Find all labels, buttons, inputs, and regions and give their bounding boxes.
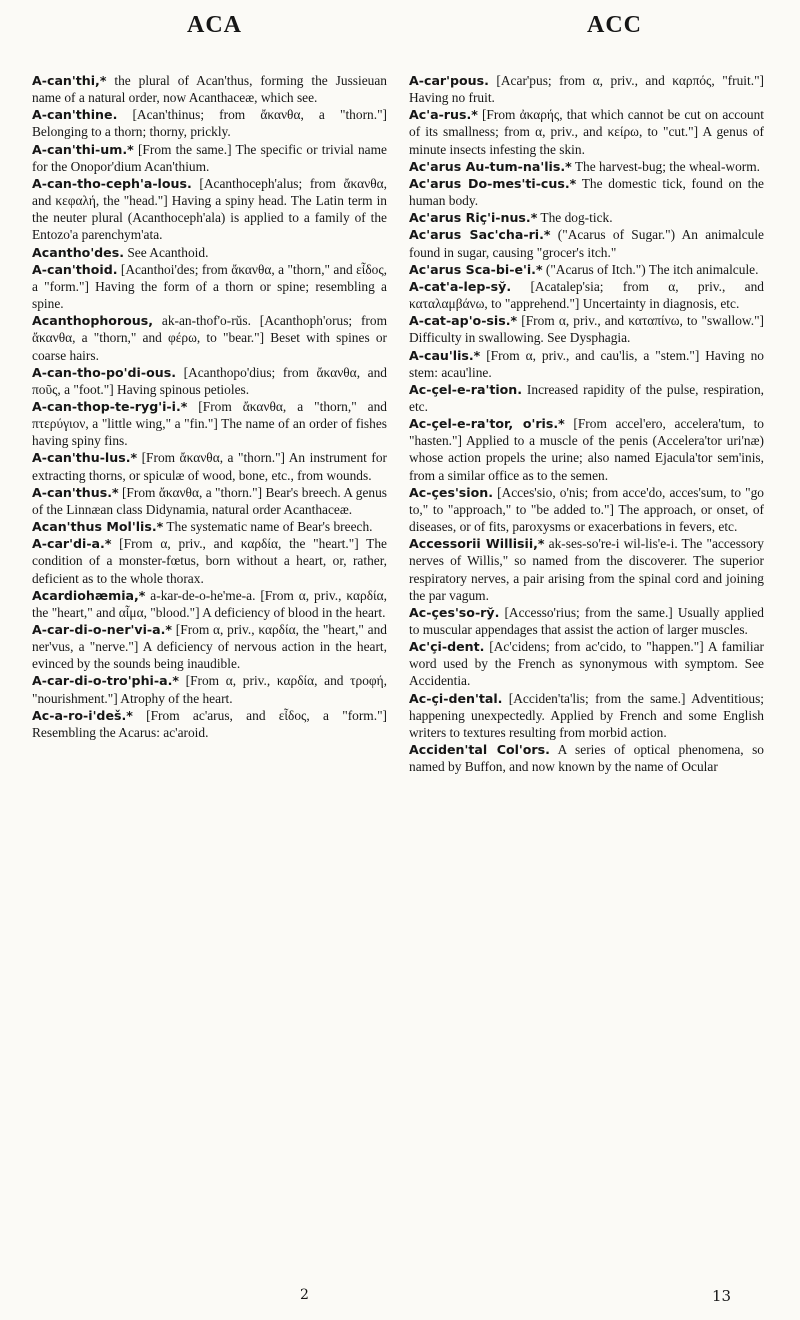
entry-definition: [From ac'arus, and εἶδος, a "form."] Resembling the Acarus: ac'aroid. bbox=[32, 707, 387, 740]
dictionary-entry bbox=[32, 312, 387, 363]
entry-definition: [From α, priv., καρδία, and τροφή, "nourishment."] Atrophy of the heart. bbox=[32, 673, 387, 706]
left-column bbox=[32, 72, 387, 741]
entry-headword: Ac-çes'so-ry̆. bbox=[409, 604, 500, 620]
dictionary-entry bbox=[32, 621, 387, 672]
entry-definition: [From ἀκαρής, that which cannot be cut on account of its smallness; from α, priv., and κείρω, to "cut."] A genus of minute insects infesting the skin. bbox=[409, 107, 764, 157]
entry-definition: [From α, priv., and cau'lis, a "stem."] Having no stem: acau'line. bbox=[409, 347, 764, 380]
entry-headword: Ac'arus Riç'i-nus.* bbox=[409, 210, 538, 226]
entry-definition: [Ac'cidens; from ac'cido, to "happen."] A familiar word used by the French as synonymous with symptom. See Accidentia. bbox=[409, 639, 764, 689]
dictionary-entry bbox=[32, 72, 387, 106]
entry-headword: Ac'çi-dent. bbox=[409, 639, 485, 655]
entry-definition: [Acan'thinus; from ἄκανθα, a "thorn."] Belonging to a thorn; thorny, prickly. bbox=[32, 107, 387, 140]
dictionary-entry bbox=[409, 415, 764, 484]
entry-headword: Ac-çes'sion. bbox=[409, 484, 494, 500]
entry-headword: A-car-di-o-tro'phi-a.* bbox=[32, 673, 179, 689]
entry-definition: [Acanthopo'dius; from ἄκανθα, and ποῦς, a "foot."] Having spinous petioles. bbox=[32, 364, 387, 397]
entry-definition: [Acanthoceph'alus; from ἄκανθα, and κεφαλή, the "head."] Having a spiny head. The Latin term in the neuter plural (Acanthoceph'ala) is applied to a family of the Entozo'a parenchym'ata. bbox=[32, 175, 387, 243]
entry-definition: [From α, priv., and καρδία, the "heart."] The condition of a monster-fœtus, born without a heart, or, rather, deficient as to the whole thorax. bbox=[32, 536, 387, 586]
entry-definition: [Acciden'ta'lis; from the same.] Adventitious; happening unexpectedly. Applied by French and some English writers to textures resulting from morbid action. bbox=[409, 690, 764, 740]
entry-headword: Ac-çel-e-ra'tor, o'ris.* bbox=[409, 416, 565, 432]
entry-definition: a-kar-de-o-he'me-a. [From α, priv., καρδία, the "heart," and αἷμα, "blood."] A deficiency of blood in the heart. bbox=[32, 587, 387, 620]
entry-headword: A-can-tho-ceph'a-lous. bbox=[32, 175, 192, 191]
entry-definition: The domestic tick, found on the human body. bbox=[409, 175, 764, 209]
dictionary-entry bbox=[32, 535, 387, 586]
left-guide-word: ACA bbox=[187, 12, 242, 38]
entry-definition: [Acanthoi'des; from ἄκανθα, a "thorn," and εἶδος, a "form."] Having the form of a thorn or spine; resembling a spine. bbox=[32, 261, 387, 312]
dictionary-entry bbox=[409, 347, 764, 381]
entry-headword: Ac-a-ro-i'deš.* bbox=[32, 707, 133, 723]
entry-headword: Acan'thus Mol'lis.* bbox=[32, 519, 164, 535]
dictionary-entry bbox=[409, 261, 764, 278]
entry-definition: [Acatalep'sia; from α, priv., and καταλαμβάνω, to "apprehend."] Uncertainty in diagnosis, etc. bbox=[409, 278, 764, 312]
entry-definition: [Acces'sio, o'nis; from acce'do, acces'sum, to "go to," to "approach," to "be added to."] The approach, or onset, of diseases, or of fits, paroxysms or exacerbations in fevers, etc. bbox=[409, 484, 764, 535]
dictionary-entry bbox=[32, 244, 387, 261]
dictionary-entry bbox=[409, 535, 764, 604]
entry-headword: A-car'pous. bbox=[409, 73, 489, 88]
dictionary-entry bbox=[409, 690, 764, 741]
dictionary-entry bbox=[32, 484, 387, 518]
right-guide-word: ACC bbox=[587, 12, 642, 38]
entry-headword: A-car-di-o-ner'vi-a.* bbox=[32, 622, 173, 637]
right-column bbox=[409, 72, 764, 775]
signature-mark: 2 bbox=[300, 1287, 309, 1303]
entry-headword: Ac-çel-e-ra'tion. bbox=[409, 381, 523, 397]
entry-definition: [Acar'pus; from α, priv., and καρπός, "fruit."] Having no fruit. bbox=[409, 73, 764, 106]
entry-headword: Ac'arus Au-tum-na'lis.* bbox=[409, 158, 572, 174]
dictionary-entry bbox=[409, 484, 764, 535]
entry-headword: Acciden'tal Col'ors. bbox=[409, 742, 550, 758]
dictionary-entry bbox=[409, 278, 764, 312]
entry-definition: the plural of Acan'thus, forming the Jussieuan name of a natural order, now Acanthaceæ, which see. bbox=[32, 73, 387, 106]
entry-headword: A-can'thus.* bbox=[32, 484, 119, 500]
dictionary-entry bbox=[409, 106, 764, 157]
entry-definition: [From the same.] The specific or trivial name for the Onopor'dium Acan'thium. bbox=[32, 141, 387, 174]
entry-definition: ("Acarus of Itch.") The itch animalcule. bbox=[542, 261, 759, 277]
entry-headword: A-car'di-a.* bbox=[32, 536, 112, 552]
dictionary-entry bbox=[409, 175, 764, 209]
entry-definition: ak-an-thof'o-rŭs. [Acanthoph'orus; from ἄκανθα, a "thorn," and φέρω, to "bear."] Beset with spines or coarse hairs. bbox=[32, 313, 387, 363]
dictionary-entry bbox=[409, 312, 764, 346]
dictionary-entry bbox=[409, 741, 764, 775]
entry-definition: [From accel'ero, accelera'tum, to "hasten."] Applied to a muscle of the penis (Accelera'tor uri'næ) whose action propels the urine; also named Ejacula'tor sem'inis, from a similar office as to the semen. bbox=[409, 416, 764, 483]
dictionary-entry bbox=[409, 226, 764, 260]
entry-definition: [From α, priv., and καταπίνω, to "swallow."] Difficulty in swallowing. See Dysphagia. bbox=[409, 313, 764, 346]
dictionary-entry bbox=[409, 158, 764, 175]
entry-definition: [From ἄκανθα, a "thorn," and πτερύγιον, a "little wing," a "fin."] The name of an order of fishes having spiny fins. bbox=[32, 398, 387, 449]
entry-headword: A-can'thi,* bbox=[32, 73, 107, 88]
dictionary-entry bbox=[409, 381, 764, 415]
entry-definition: [From ἄκανθα, a "thorn."] Bear's breech. A genus of the Linnæan class Didynamia, natural order Acanthaceæ. bbox=[32, 484, 387, 517]
entry-definition: Increased rapidity of the pulse, respiration, etc. bbox=[409, 381, 764, 414]
entry-definition: The dog-tick. bbox=[537, 210, 613, 226]
dictionary-entry bbox=[32, 707, 387, 741]
dictionary-entry bbox=[32, 261, 387, 312]
dictionary-entry bbox=[32, 364, 387, 398]
entry-definition: ak-ses-so're-i wil-lis'e-i. The "accessory nerves of Willis," so named from the discoverer. The superior respiratory nerves, a pair arising from the spinal cord and joining the par vagum. bbox=[409, 536, 764, 603]
entry-headword: A-cau'lis.* bbox=[409, 347, 481, 363]
page-number: 13 bbox=[712, 1287, 732, 1305]
entry-definition: [From ἄκανθα, a "thorn."] An instrument for extracting thorns, or spiculæ of wood, bone, etc., from wounds. bbox=[32, 450, 387, 483]
entry-headword: Acantho'des. bbox=[32, 244, 125, 260]
entry-definition: [Accesso'rius; from the same.] Usually applied to muscular appendages that assist the action of larger muscles. bbox=[409, 604, 764, 637]
dictionary-entry bbox=[32, 106, 387, 140]
dictionary-entry bbox=[32, 141, 387, 175]
dictionary-entry bbox=[32, 449, 387, 483]
dictionary-entry bbox=[32, 587, 387, 621]
entry-headword: A-can'thi-um.* bbox=[32, 141, 134, 157]
entry-definition: [From α, priv., καρδία, the "heart," and ner'vus, a "nerve."] A deficiency of nervous action in the heart, evinced by the sounds being inaudible. bbox=[32, 622, 387, 672]
entry-definition: The harvest-bug; the wheal-worm. bbox=[571, 158, 760, 174]
entry-headword: Acanthophorous, bbox=[32, 313, 154, 329]
dictionary-entry bbox=[32, 518, 387, 535]
entry-definition: The systematic name of Bear's breech. bbox=[163, 519, 373, 535]
entry-definition: A series of optical phenomena, so named by Buffon, and now known by the name of Ocular bbox=[409, 742, 764, 775]
entry-headword: Ac'arus Do-mes'ti-cus.* bbox=[409, 175, 577, 191]
dictionary-entry bbox=[32, 672, 387, 706]
entry-headword: Acardiohæmia,* bbox=[32, 587, 146, 603]
entry-headword: Ac'arus Sac'cha-ri.* bbox=[409, 227, 551, 243]
entry-headword: A-cat'a-lep-sy̆. bbox=[409, 278, 512, 294]
dictionary-entry bbox=[409, 638, 764, 689]
entry-headword: Ac'arus Sca-bi-e'i.* bbox=[409, 261, 543, 277]
entry-headword: Ac'a-rus.* bbox=[409, 107, 478, 123]
entry-headword: A-can'thu-lus.* bbox=[32, 450, 138, 466]
entry-definition: ("Acarus of Sugar.") An animalcule found in sugar, causing "grocer's itch." bbox=[409, 227, 764, 260]
entry-headword: A-can'thine. bbox=[32, 107, 118, 123]
dictionary-entry bbox=[409, 209, 764, 226]
entry-headword: A-can'thoid. bbox=[32, 261, 118, 277]
dictionary-entry bbox=[409, 604, 764, 638]
entry-headword: A-cat-ap'o-sis.* bbox=[409, 313, 518, 329]
entry-headword: Accessorii Willisii,* bbox=[409, 536, 545, 552]
page-header bbox=[0, 10, 800, 50]
entry-headword: Ac-çi-den'tal. bbox=[409, 690, 503, 706]
dictionary-entry bbox=[32, 175, 387, 244]
entry-headword: A-can-tho-po'di-ous. bbox=[32, 364, 176, 380]
dictionary-entry bbox=[32, 398, 387, 449]
entry-definition: See Acanthoid. bbox=[124, 244, 209, 260]
entry-headword: A-can-thop-te-ryg'i-i.* bbox=[32, 398, 188, 414]
dictionary-entry bbox=[409, 72, 764, 106]
